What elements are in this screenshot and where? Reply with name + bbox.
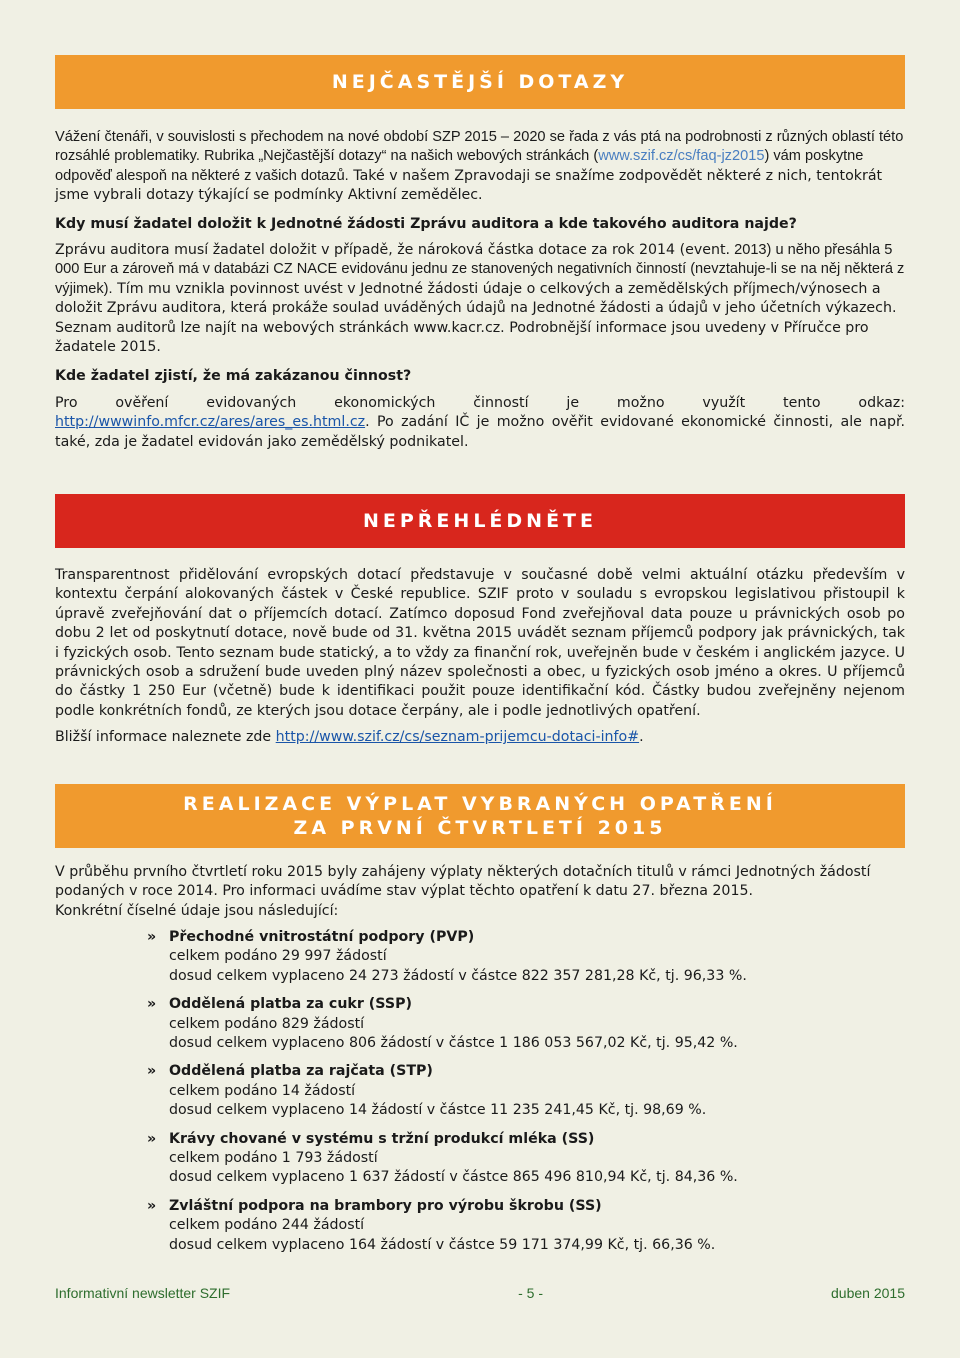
page-footer [55, 1285, 905, 1301]
payments-banner-line1: REALIZACE VÝPLAT VYBRANÝCH OPATŘENÍ [183, 793, 777, 815]
faq-answer-1-text-3: Tím mu vznikla povinnost uvést v Jednotné žádosti údaje o celkových a zemědělských příjmech/výnosech a doložit Zprávu auditora, která prokáže soulad uváděných údajů na Jednotné žádosti a údajů v jeho účetních výkazech. Seznam auditorů lze najít na webových stránkách www.kacr.cz. Podrobnější informace jsou uvedeny v Příručce pro žadatele 2015. [55, 280, 897, 356]
faq-answer-2-text-1: Pro ověření evidovaných ekonomických činností je možno využít tento odkaz: [55, 394, 905, 411]
faq-answer-1-text-2: 2013) u něho přesáhla 5 000 Eur a zároveň má v databázi CZ NACE evidovánu jednu ze stanovených negativních činností (nevztahuje-li se na něj některá z výjimek). [55, 242, 905, 297]
measure-title: Přechodné vnitrostátní podpory (PVP) [169, 929, 475, 945]
faq-answer-1 [55, 241, 905, 357]
faq-section [55, 128, 905, 459]
faq-answer-2 [55, 394, 905, 452]
measure-paid: dosud celkem vyplaceno 806 žádostí v částce 1 186 053 567,02 Kč, tj. 95,42 %. [169, 1035, 738, 1052]
list-item [147, 1062, 887, 1120]
measure-submitted: celkem podáno 14 žádostí [169, 1082, 356, 1099]
measure-title: Oddělená platba za rajčata (STP) [169, 1063, 433, 1080]
notice-paragraph: Transparentnost přidělování evropských dotací představuje v současné době velmi aktuální otázku především v kontextu čerpání alokovaných částek v České republice. SZIF proto v souladu s evropskou legislativou přistoupil k úpravě zveřejňování dat o příjemcích dotací. Zatímco doposud Fond zveřejňoval data pouze u právnických osob po dobu 2 let od poskytnutí dotace, nově bude od 31. května 2015 uvádět seznam příjemců podpory jak právnických, tak i fyzických osob. Tento seznam bude statický, a to vždy za finanční rok, uveřejněn bude v českém i anglickém jazyce. U právnických osob a sdružení bude uveden plný název společnosti a obec, u fyzických osob jméno a okres. U příjemců do částky 1 250 Eur (včetně) bude k identifikaci použit pouze identifikační kód. Částky budou zveřejněny nejenom podle konkrétních fondů, ze kterých jsou dotace čerpány, ale i podle jednotlivých opatření. [55, 567, 905, 719]
bullet-glyph: » [147, 996, 157, 1013]
faq-answer-2-text-2: . Po zadání IČ je možno ověřit evidované ekonomické činnosti, ale např. také, zda je žadatel evidován jako zemědělský podnikatel. [55, 414, 905, 450]
list-item [147, 928, 887, 986]
ares-link[interactable]: http://wwwinfo.mfcr.cz/ares/ares_es.html.cz [55, 414, 366, 431]
faq-answer-1-text-1: Zprávu auditora musí žadatel doložit v případě, že nároková částka dotace za rok 2014 (event. [55, 242, 731, 259]
notice-section [55, 566, 905, 755]
notice-more-info [55, 728, 905, 747]
faq-intro [55, 128, 905, 206]
measure-title: Oddělená platba za cukr (SSP) [169, 996, 412, 1013]
payments-intro-text-2: Konkrétní číselné údaje jsou následující: [55, 902, 339, 919]
recipients-link[interactable]: http://www.szif.cz/cs/seznam-prijemcu-dotaci-info# [275, 729, 640, 746]
faq-banner [55, 55, 905, 109]
list-item [147, 1130, 887, 1188]
bullet-glyph: » [147, 1197, 157, 1214]
payments-list [147, 928, 887, 1264]
payments-intro [55, 863, 905, 921]
notice-banner [55, 494, 905, 548]
measure-paid: dosud celkem vyplaceno 1 637 žádostí v částce 865 496 810,94 Kč, tj. 84,36 %. [169, 1169, 738, 1186]
faq-intro-text-2: ) vám poskytne odpověď alespoň na některé z vašich dotazů. [55, 148, 864, 184]
measure-submitted: celkem podáno 29 997 žádostí [169, 948, 387, 965]
notice-more-suffix: . [639, 729, 644, 746]
faq-intro-text-1: Vážení čtenáři, v souvislosti s přechodem na nové období SZP 2015 – 2020 se řada z vás ptá na podrobnosti z různých oblastí této rozsáhlé problematiky. Rubrika „Nejčastější dotazy“ na našich webových stránkách ( [55, 129, 904, 165]
measure-paid: dosud celkem vyplaceno 164 žádostí v částce 59 171 374,99 Kč, tj. 66,36 %. [169, 1236, 716, 1253]
footer-publication: Informativní newsletter SZIF [55, 1285, 231, 1301]
notice-more-prefix: Bližší informace naleznete zde [55, 729, 276, 746]
list-item [147, 995, 887, 1053]
bullet-glyph: » [147, 929, 157, 945]
faq-question-1: Kdy musí žadatel doložit k Jednotné žádosti Zprávu auditora a kde takového auditora najde? [55, 215, 797, 232]
measure-paid: dosud celkem vyplaceno 24 273 žádostí v částce 822 357 281,28 Kč, tj. 96,33 %. [169, 967, 747, 984]
notice-banner-title: NEPŘEHLÉDNĚTE [363, 510, 597, 532]
footer-page-number: - 5 - [518, 1285, 543, 1301]
bullet-glyph: » [147, 1063, 157, 1080]
list-item [147, 1197, 887, 1255]
payments-banner [55, 784, 905, 848]
faq-intro-text-3: Také v našem Zpravodaji se snažíme zodpovědět některé z nich, tentokrát jsme vybrali dotazy týkající se podmínky Aktivní zemědělec. [55, 167, 883, 204]
faq-link[interactable]: www.szif.cz/cs/faq-jz2015 [598, 148, 765, 165]
payments-banner-line2: ZA PRVNÍ ČTVRTLETÍ 2015 [293, 817, 667, 839]
bullet-glyph: » [147, 1130, 157, 1147]
measure-submitted: celkem podáno 829 žádostí [169, 1015, 365, 1032]
footer-date: duben 2015 [831, 1285, 905, 1301]
measure-title: Zvláštní podpora na brambory pro výrobu škrobu (SS) [169, 1197, 602, 1214]
faq-banner-title: NEJČASTĚJŠÍ DOTAZY [331, 71, 629, 93]
payments-intro-text: V průběhu prvního čtvrtletí roku 2015 byly zahájeny výplaty některých dotačních titulů v rámci Jednotných žádostí podaných v roce 2014. Pro informaci uvádíme stav výplat těchto opatření k datu 27. března 2015. [55, 864, 871, 900]
faq-question-2: Kde žadatel zjistí, že má zakázanou činnost? [55, 368, 412, 385]
measure-title: Krávy chované v systému s tržní produkcí mléka (SS) [169, 1130, 595, 1147]
measure-paid: dosud celkem vyplaceno 14 žádostí v částce 11 235 241,45 Kč, tj. 98,69 %. [169, 1102, 707, 1119]
measure-submitted: celkem podáno 244 žádostí [169, 1217, 365, 1234]
measure-submitted: celkem podáno 1 793 žádostí [169, 1150, 378, 1167]
